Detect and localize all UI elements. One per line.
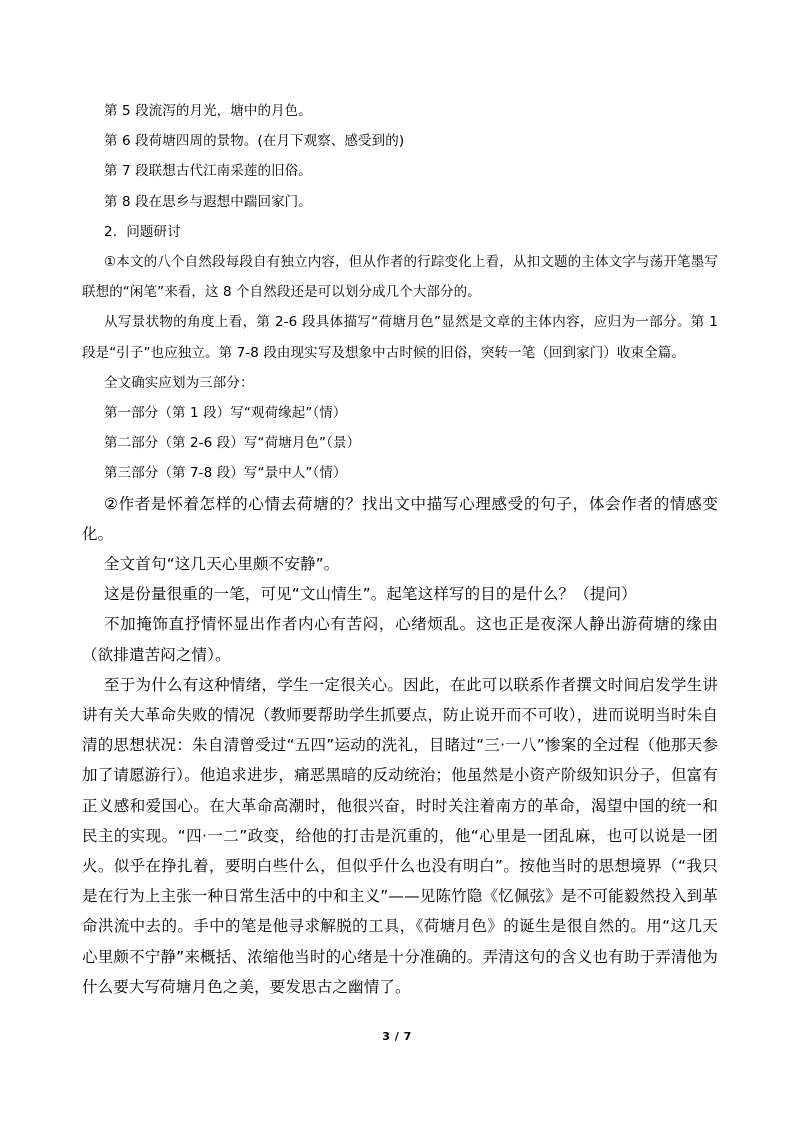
- paragraph: 这是份量很重的一笔，可见“文山情生”。起笔这样写的目的是什么？（提问）: [104, 585, 637, 604]
- page-number: 3 / 7: [382, 1030, 412, 1043]
- paragraph: 不加掩饰直抒情怀显出作者内心有苦闷，心绪烦乱。这也正是夜深人静出游荷塘的缘由（欲排遣苦闷之情）。: [82, 615, 718, 664]
- paragraph: 第 5 段流泻的月光，塘中的月色。: [104, 103, 312, 119]
- paragraph: 至于为什么有这种情绪，学生一定很关心。因此，在此可以联系作者撰文时间启发学生讲讲有关大革命失败的情况（教师要帮助学生抓要点，防止说开而不可收），进而说明当时朱自清的思想状况：朱自清曾受过“五四”运动的洗礼，目睹过“三·一八”惨案的全过程（他那天参加了请愿游行）。他追求进步，痛恶黑暗的反动统治；他虽然是小资产阶级知识分子，但富有正义感和爱国心。在大革命高潮时，他很兴奋，时时关注着南方的革命，渴望中国的统一和民主的实现。“四·一二”政变，给他的打击是沉重的，他“心里是一团乱麻，也可以说是一团火。似乎在挣扎着，要明白些什么，但似乎什么也没有明白”。按他当时的思想境界（“我只是在行为上主张一种日常生活中的中和主义”——见陈竹隐《忆佩弦》是不可能毅然投入到革命洪流中去的。手中的笔是他寻求解脱的工具，《荷塘月色》的诞生是很自然的。用“这几天心里颇不宁静”来概括、浓缩他当时的心绪是十分准确的。弄清这句的含义也有助于弄清他为什么要大写荷塘月色之美，要发思古之幽情了。: [82, 675, 718, 996]
- paragraph: 第 7 段联想古代江南采莲的旧俗。: [104, 163, 312, 180]
- document-body: [82, 96, 718, 1002]
- paragraph: ①本文的八个自然段每段自有独立内容，但从作者的行踪变化上看，从扣文题的主体文字与荡开笔墨写联想的“闲笔”来看，这 8 个自然段还是可以划分成几个大部分的。: [82, 254, 718, 301]
- paragraph: 第 8 段在思乡与遐想中踹回家门。: [104, 193, 312, 210]
- paragraph: 全文确实应划为三部分：: [104, 374, 254, 391]
- paragraph: 第二部分（第 2-6 段）写“荷塘月色”（景）: [104, 435, 361, 452]
- paragraph: 第 6 段荷塘四周的景物。(在月下观察、感受到的): [104, 133, 405, 150]
- paragraph: ②作者是怀着怎样的心情去荷塘的？找出文中描写心理感受的句子，体会作者的情感变化。: [82, 494, 718, 543]
- section-heading: 2．问题研讨: [104, 223, 181, 240]
- paragraph: 第三部分（第 7-8 段）写“景中人”（情）: [104, 465, 347, 482]
- paragraph: 第一部分（第 1 段）写“观荷缘起”（情）: [104, 405, 347, 422]
- paragraph: 全文首句“这几天心里颇不安静”。: [104, 555, 340, 574]
- paragraph: 从写景状物的角度上看，第 2-6 段具体描写“荷塘月色”显然是文章的主体内容，应归为一部分。第 1 段是“引子”也应独立。第 7-8 段由现实写及想象中古时候的旧俗，突转一笔（回到家门）收束全篇。: [82, 314, 718, 361]
